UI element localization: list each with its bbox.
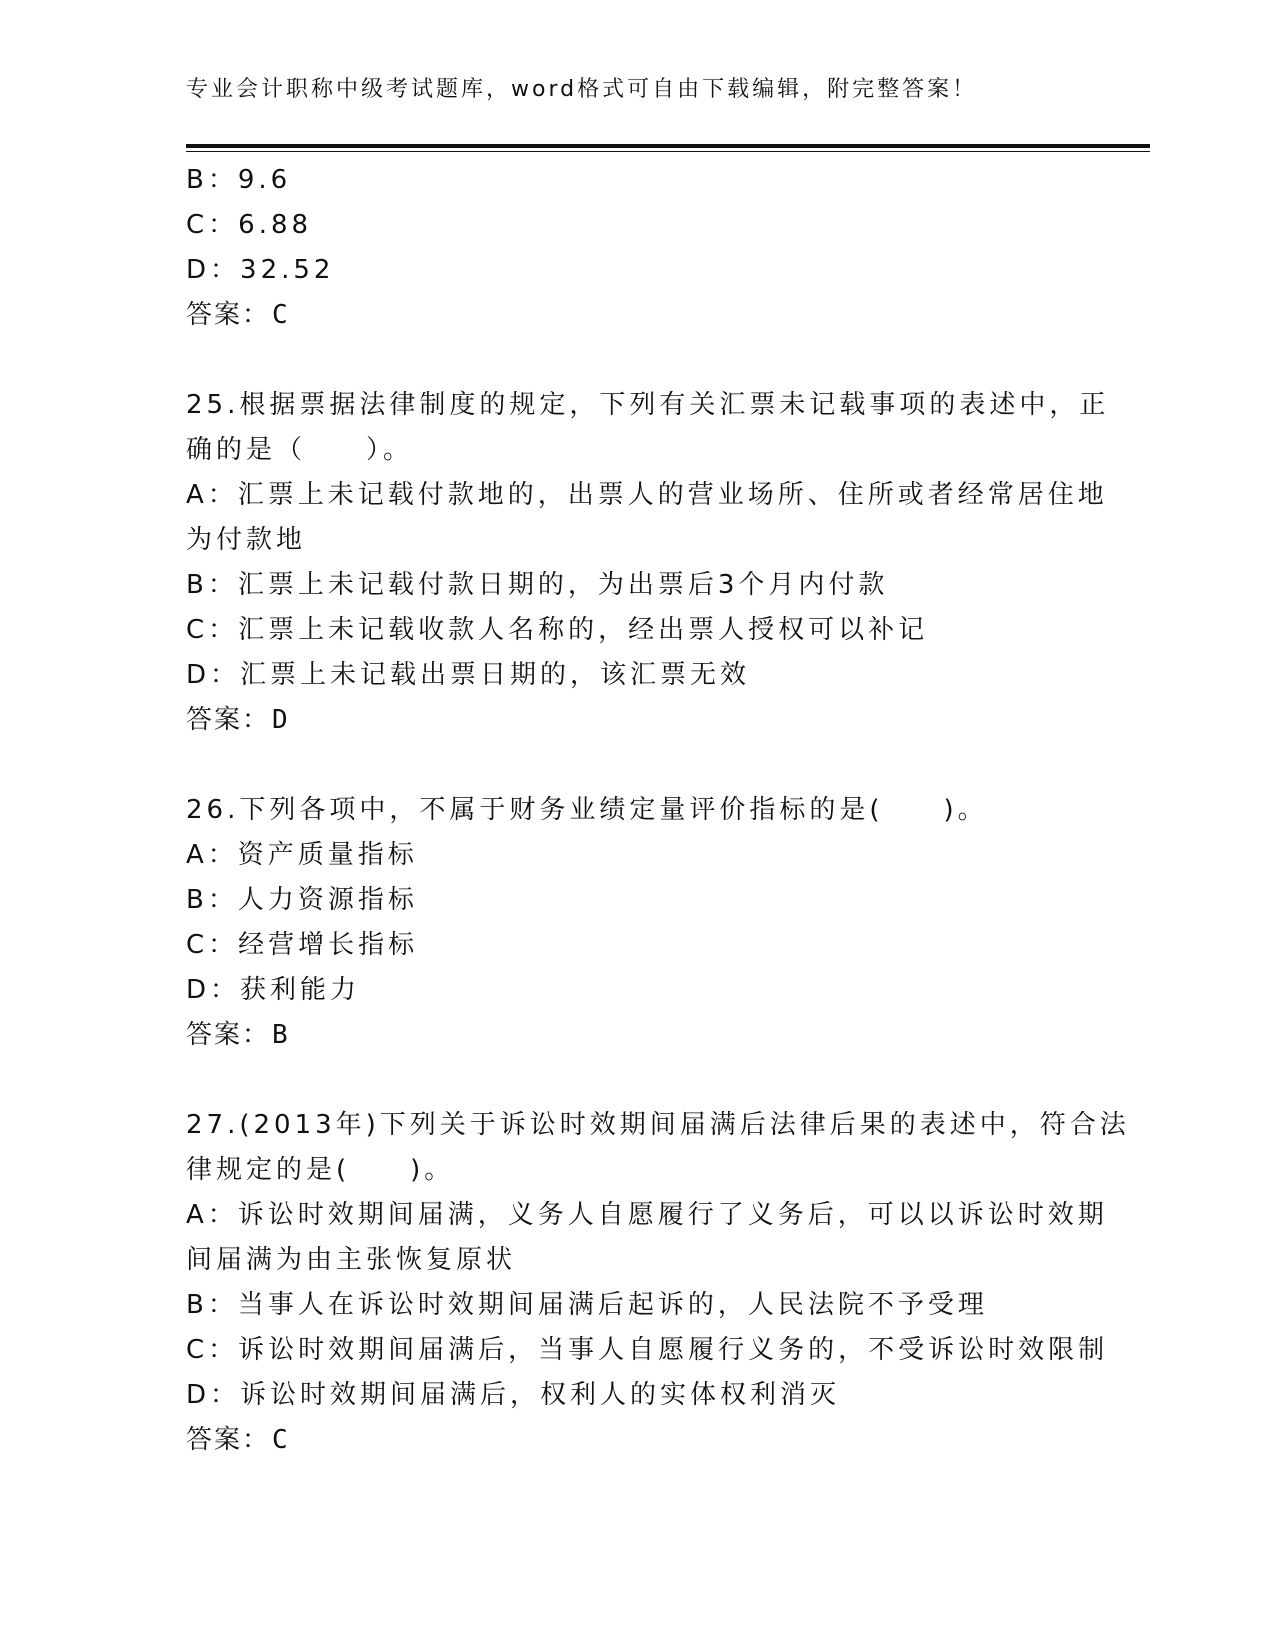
option-b: B：当事人在诉讼时效期间届满后起诉的，人民法院不予受理 xyxy=(186,1290,988,1320)
option-c: C：经营增长指标 xyxy=(186,930,419,960)
question-stem: 律规定的是( )。 xyxy=(186,1155,455,1185)
header-divider xyxy=(186,144,1150,152)
answer-label: 答案： xyxy=(186,1020,271,1050)
answer-label: 答案： xyxy=(186,705,271,735)
option-c: C：诉讼时效期间届满后，当事人自愿履行义务的，不受诉讼时效限制 xyxy=(186,1335,1109,1365)
option-a: A：诉讼时效期间届满，义务人自愿履行了义务后，可以以诉讼时效期 xyxy=(186,1200,1108,1230)
answer-line xyxy=(186,293,1086,338)
option-b: B：9.6 xyxy=(186,165,292,195)
option-a: A：汇票上未记载付款地的，出票人的营业场所、住所或者经常居住地 xyxy=(186,480,1108,510)
option-c: C：汇票上未记载收款人名称的，经出票人授权可以补记 xyxy=(186,615,929,645)
question-list xyxy=(186,158,1130,1463)
answer-value: B xyxy=(272,1020,290,1050)
answer-line xyxy=(186,698,1086,743)
question-25 xyxy=(186,383,1110,743)
question-stem: 25.根据票据法律制度的规定，下列有关汇票未记载事项的表述中，正 xyxy=(186,390,1110,420)
option-b: B：人力资源指标 xyxy=(186,885,418,915)
question-stem: 确的是（ ）。 xyxy=(186,435,414,465)
option-d: D：获利能力 xyxy=(186,975,361,1005)
page-header: 专业会计职称中级考试题库，word格式可自由下载编辑，附完整答案！ xyxy=(186,77,978,102)
option-c: C：6.88 xyxy=(186,210,313,240)
answer-line xyxy=(186,1418,1086,1463)
question-26 xyxy=(186,788,1086,1058)
answer-value: C xyxy=(272,300,290,330)
answer-line xyxy=(186,1013,1086,1058)
answer-value: D xyxy=(272,705,290,735)
answer-value: C xyxy=(272,1425,290,1455)
option-a: A：资产质量指标 xyxy=(186,840,418,870)
question-stem: 27.(2013年)下列关于诉讼时效期间届满后法律后果的表述中，符合法 xyxy=(186,1110,1130,1140)
option-b: B：汇票上未记载付款日期的，为出票后3个月内付款 xyxy=(186,570,889,600)
previous-question-tail xyxy=(186,158,1086,338)
question-stem: 26.下列各项中，不属于财务业绩定量评价指标的是( )。 xyxy=(186,795,988,825)
question-27 xyxy=(186,1103,1130,1463)
option-d: D：诉讼时效期间届满后，权利人的实体权利消灭 xyxy=(186,1380,841,1410)
option-d: D：32.52 xyxy=(186,255,335,285)
answer-label: 答案： xyxy=(186,300,271,330)
answer-label: 答案： xyxy=(186,1425,271,1455)
option-a-continued: 为付款地 xyxy=(186,525,307,555)
option-a-continued: 间届满为由主张恢复原状 xyxy=(186,1245,517,1275)
option-d: D：汇票上未记载出票日期的，该汇票无效 xyxy=(186,660,751,690)
